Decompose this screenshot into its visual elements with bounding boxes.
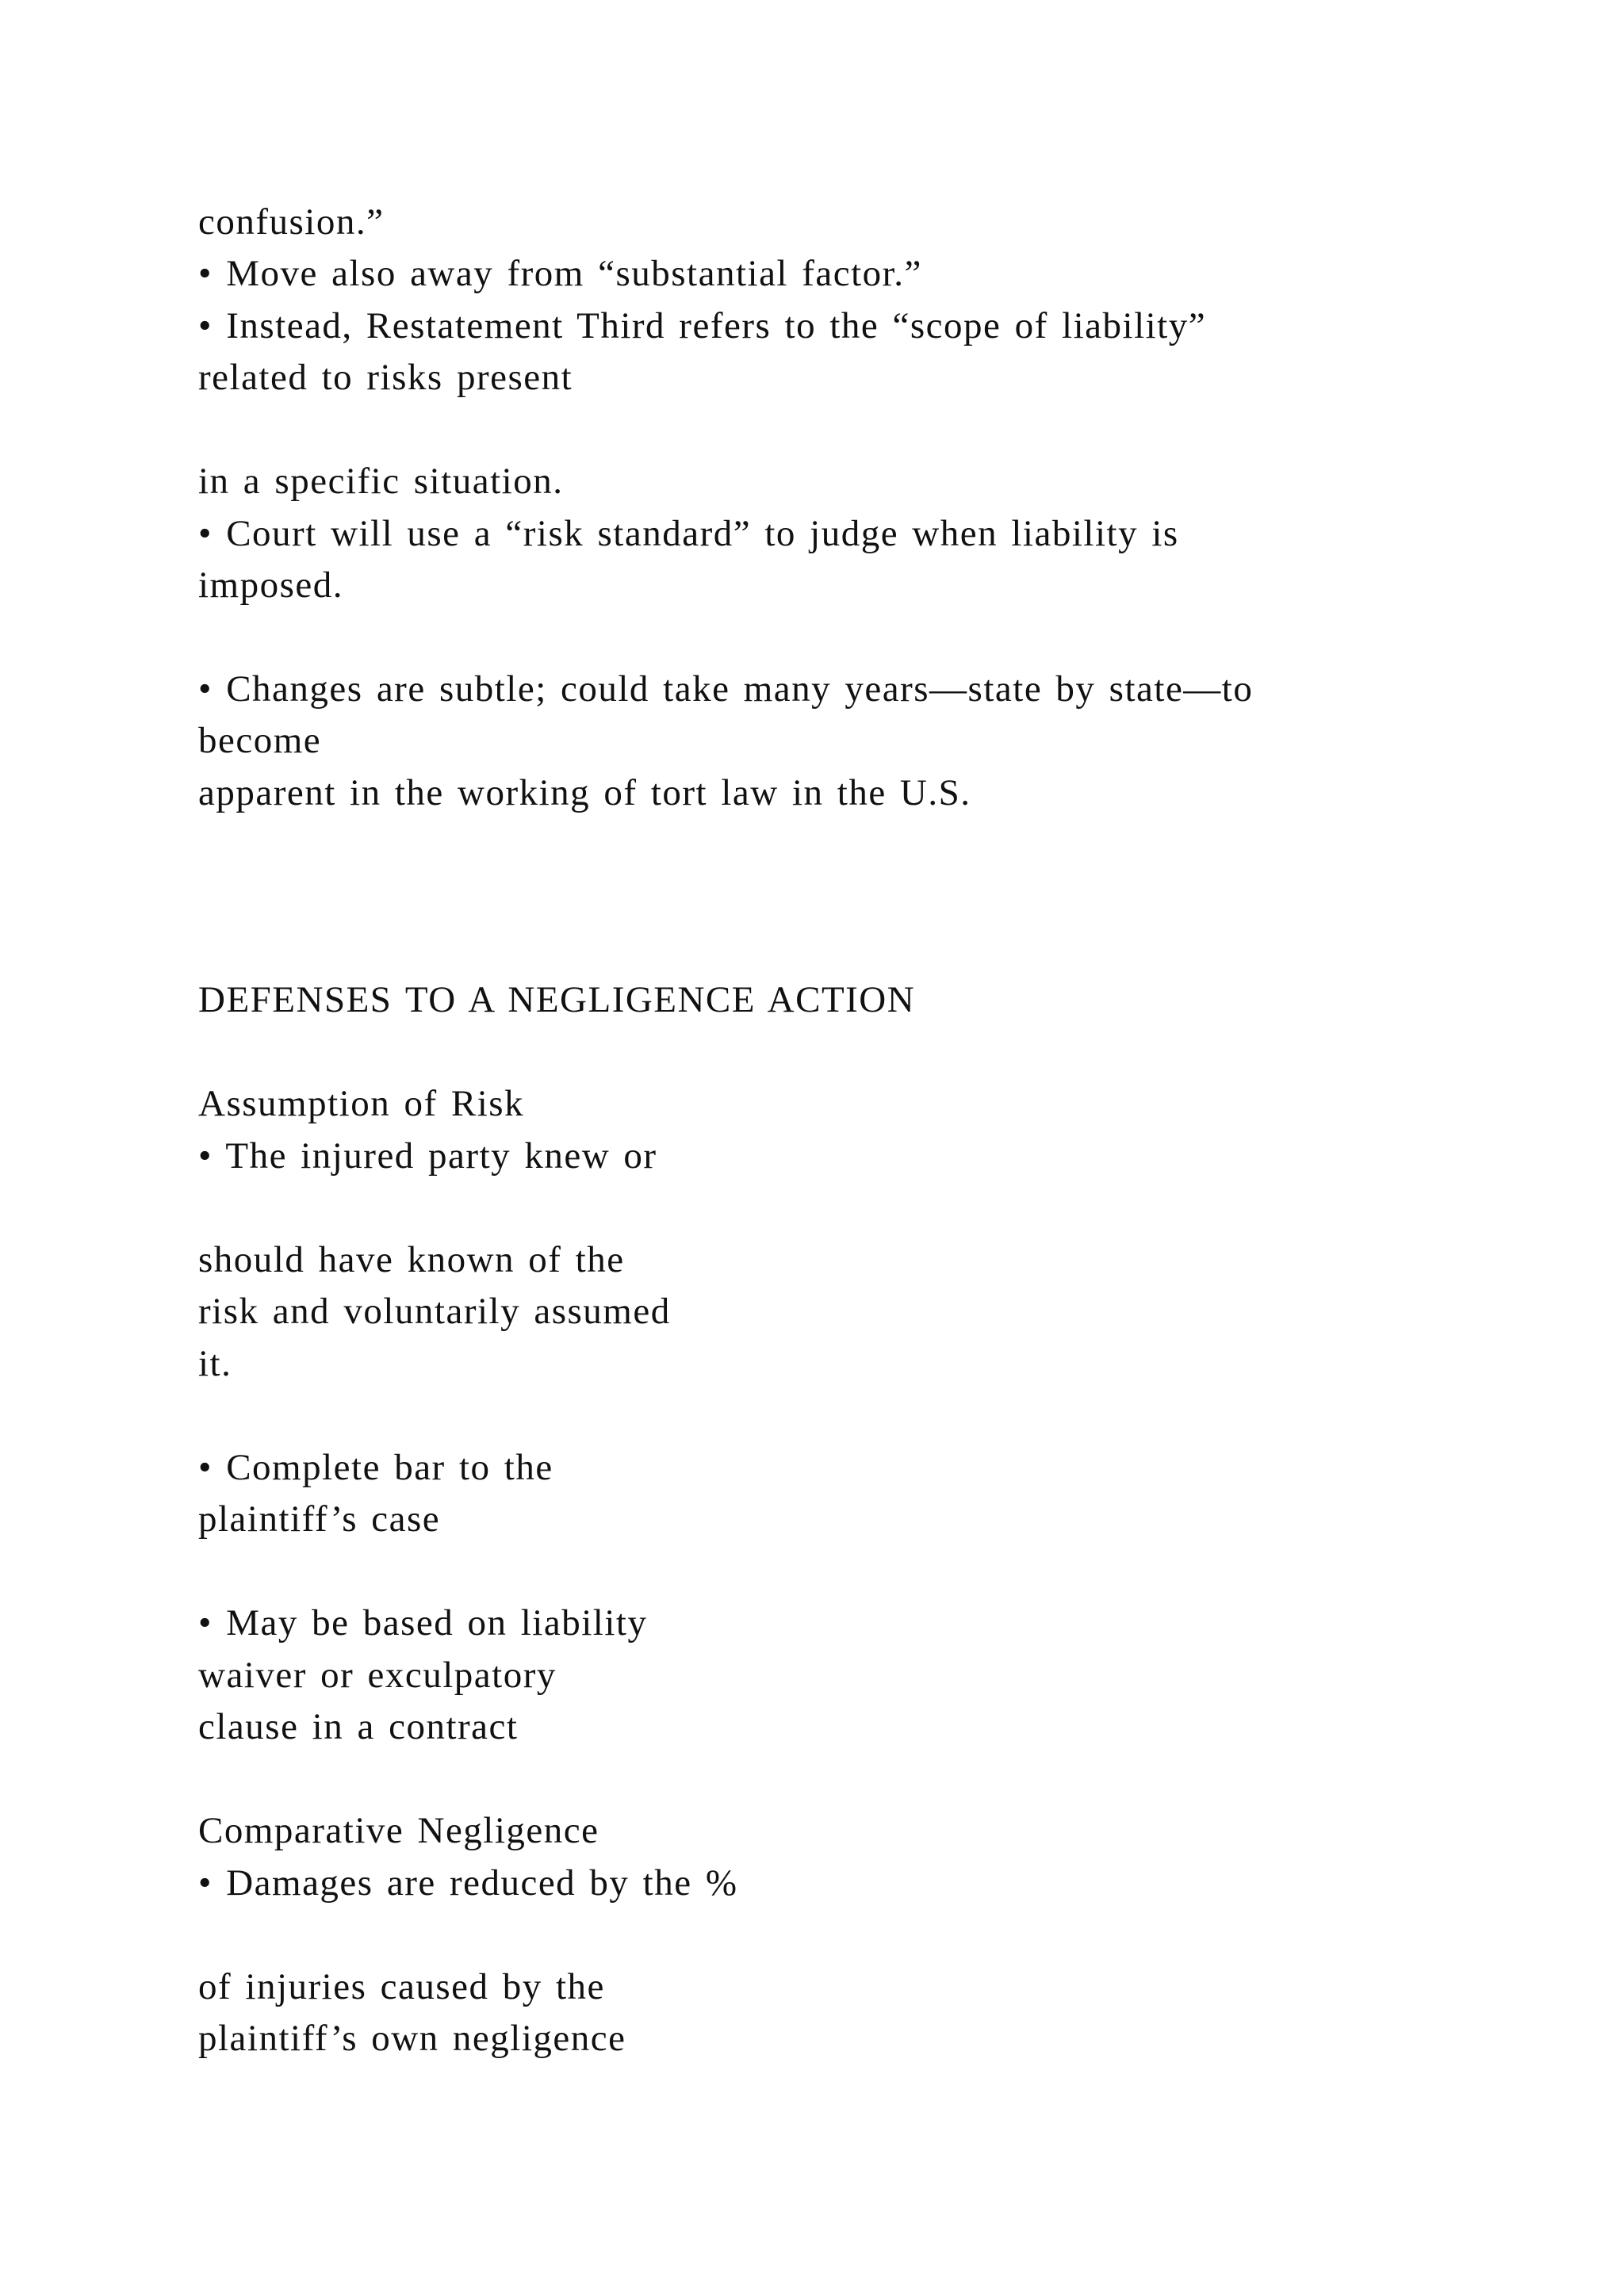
text-line: it. [198, 1343, 232, 1384]
text-line: of injuries caused by the [198, 1966, 605, 2007]
bullet-line: • May be based on liability [198, 1602, 648, 1644]
text-line: plaintiff’s case [198, 1498, 441, 1540]
text-line: related to risks present [198, 357, 573, 398]
text-line: risk and voluntarily assumed [198, 1291, 671, 1332]
bullet-line: • Move also away from “substantial factor.” [198, 253, 922, 294]
text-line: apparent in the working of tort law in the U.S. [198, 772, 971, 813]
bullet-line: • Changes are subtle; could take many years—state by state—to [198, 668, 1254, 710]
bullet-line: • Damages are reduced by the % [198, 1862, 738, 1904]
text-line: clause in a contract [198, 1706, 519, 1747]
bullet-line: • Instead, Restatement Third refers to the “scope of liability” [198, 305, 1207, 346]
text-line: waiver or exculpatory [198, 1655, 557, 1696]
subheading-comparative-negligence: Comparative Negligence [198, 1810, 599, 1851]
bullet-line: • Complete bar to the [198, 1447, 553, 1488]
text-line: become [198, 720, 322, 761]
text-line: confusion.” [198, 201, 385, 243]
bullet-line: • Court will use a “risk standard” to judge when liability is [198, 513, 1179, 554]
text-line: should have known of the [198, 1239, 625, 1280]
subheading-assumption-of-risk: Assumption of Risk [198, 1083, 525, 1124]
text-line: in a specific situation. [198, 461, 564, 502]
bullet-line: • The injured party knew or [198, 1135, 657, 1177]
section-heading: DEFENSES TO A NEGLIGENCE ACTION [198, 979, 916, 1020]
text-line: plaintiff’s own negligence [198, 2018, 626, 2059]
text-line: imposed. [198, 564, 344, 606]
